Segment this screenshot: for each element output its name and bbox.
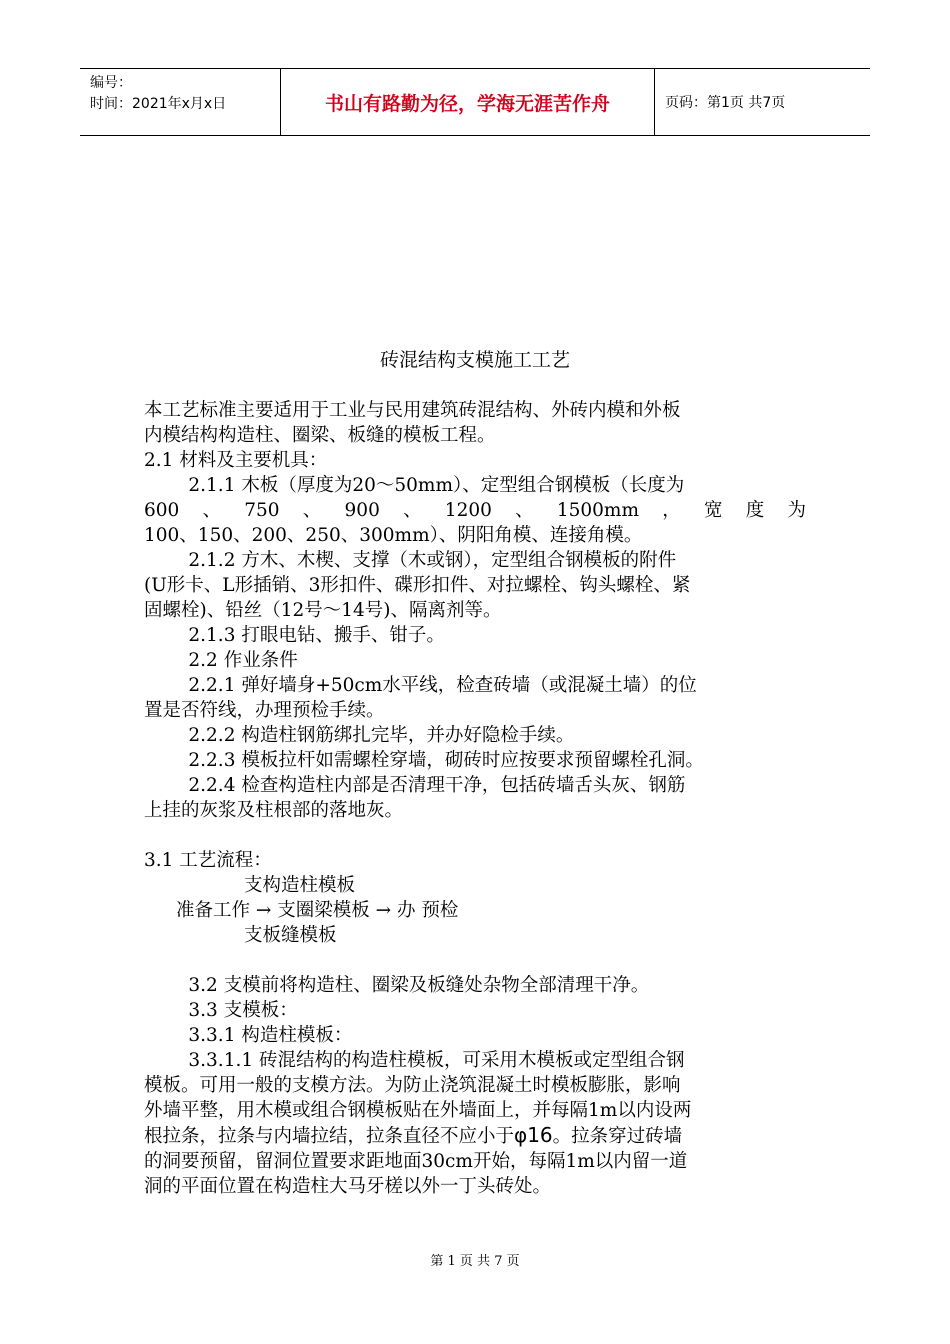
number-label: 编号： — [90, 75, 132, 91]
section-3-3-1-1-line-6: 洞的平面位置在构造柱大马牙槎以外一丁头砖处。 — [144, 1176, 552, 1197]
section-3-3-1-1-line-5: 的洞要预留，留洞位置要求距地面30cm开始，每隔1m以内留一道 — [144, 1151, 688, 1172]
document-body — [144, 398, 806, 1199]
dim-item: 为 — [787, 500, 806, 521]
diameter-symbol: φ16 — [514, 1123, 553, 1147]
dim-item: 度 — [745, 500, 765, 521]
dim-item: 、 — [403, 500, 422, 521]
section-3-3-1-1-line-3: 外墙平整，用木模或组合钢模板贴在外墙面上，并每隔1m以内设两 — [144, 1100, 692, 1121]
section-3-3-1-1-line-2: 模板。可用一般的支模方法。为防止浇筑混凝土时模板膨胀，影响 — [144, 1075, 681, 1096]
section-2-1-2-line-3: 固螺栓)、铅丝（12号～14号)、隔离剂等。 — [144, 600, 502, 621]
section-2-1: 2.1 材料及主要机具： — [144, 450, 328, 471]
section-3-3-1-1-line-1: 3.3.1.1 砖混结构的构造柱模板，可采用木模板或定型组合钢 — [188, 1050, 685, 1071]
dim-item: 1500mm — [556, 500, 640, 521]
flow-branch-top: 支构造柱模板 — [244, 875, 356, 896]
dim-item: 、 — [202, 500, 222, 521]
section-3-3-1-1-line-4 — [144, 1123, 806, 1149]
section-2-1-1-line-1: 2.1.1 木板（厚度为20～50mm）、定型组合钢模板（长度为 — [188, 475, 685, 496]
document-header — [80, 68, 870, 136]
section-2-1-2-line-2: (U形卡、L形插销、3形扣件、碟形扣件、对拉螺栓、钩头螺栓、紧 — [144, 575, 691, 596]
section-2-1-1-line-2 — [144, 498, 806, 523]
blank-line — [144, 823, 806, 848]
section-2-2: 2.2 作业条件 — [188, 650, 298, 671]
header-meta — [80, 69, 280, 135]
dim-item: 宽 — [703, 500, 723, 521]
section-2-2-3: 2.2.3 模板拉杆如需螺栓穿墙，砌砖时应按要求预留螺栓孔洞。 — [188, 750, 704, 771]
section-3-2: 3.2 支模前将构造柱、圈梁及板缝处杂物全部清理干净。 — [188, 975, 650, 996]
line-4-part-a: 根拉条，拉条与内墙拉结，拉条直径不应小于 — [144, 1126, 515, 1147]
dim-item: 900 — [344, 500, 380, 521]
dim-item: 、 — [515, 500, 534, 521]
section-2-2-4-line-2: 上挂的灰浆及柱根部的落地灰。 — [144, 800, 404, 821]
page-footer: 第 1 页 共 7 页 — [430, 1254, 520, 1269]
section-3-3: 3.3 支模板： — [188, 1000, 298, 1021]
section-2-1-3: 2.1.3 打眼电钻、搬手、钳子。 — [188, 625, 445, 646]
dim-item: 、 — [302, 500, 322, 521]
section-2-2-2: 2.2.2 构造柱钢筋绑扎完毕，并办好隐检手续。 — [188, 725, 575, 746]
section-3-1: 3.1 工艺流程： — [144, 850, 272, 871]
dim-item: ， — [662, 500, 681, 521]
motto-text: 书山有路勤为径，学海无涯苦作舟 — [324, 92, 610, 115]
line-4-part-b: 。拉条穿过砖墙 — [552, 1126, 683, 1147]
intro-line-1: 本工艺标准主要适用于工业与民用建筑砖混结构、外砖内模和外板 — [144, 400, 681, 421]
flow-branch-bottom: 支板缝模板 — [244, 925, 337, 946]
time-label: 时间：2021年x月x日 — [90, 96, 227, 112]
section-2-2-1-line-1: 2.2.1 弹好墙身+50cm水平线，检查砖墙（或混凝土墙）的位 — [188, 675, 697, 696]
header-page-info — [655, 69, 870, 135]
dim-item: 1200 — [444, 500, 492, 521]
header-motto-cell — [280, 69, 655, 135]
flow-main-line: 准备工作 → 支圈梁模板 → 办 预检 — [176, 900, 459, 921]
page-info-text: 页码：第1页 共7页 — [665, 95, 786, 111]
dim-item: 600 — [144, 500, 180, 521]
section-3-3-1: 3.3.1 构造柱模板： — [188, 1025, 353, 1046]
section-2-2-4-line-1: 2.2.4 检查构造柱内部是否清理干净，包括砖墙舌头灰、钢筋 — [188, 775, 686, 796]
dim-item: 750 — [244, 500, 280, 521]
section-2-1-2-line-1: 2.1.2 方木、木楔、支撑（木或钢），定型组合钢模板的附件 — [188, 550, 677, 571]
section-2-1-1-line-3: 100、150、200、250、300mm）、阴阳角模、连接角模。 — [144, 525, 643, 546]
document-title: 砖混结构支模施工工艺 — [379, 349, 570, 371]
blank-line — [144, 948, 806, 973]
intro-line-2: 内模结构构造柱、圈梁、板缝的模板工程。 — [144, 425, 496, 446]
section-2-2-1-line-2: 置是否符线，办理预检手续。 — [144, 700, 385, 721]
